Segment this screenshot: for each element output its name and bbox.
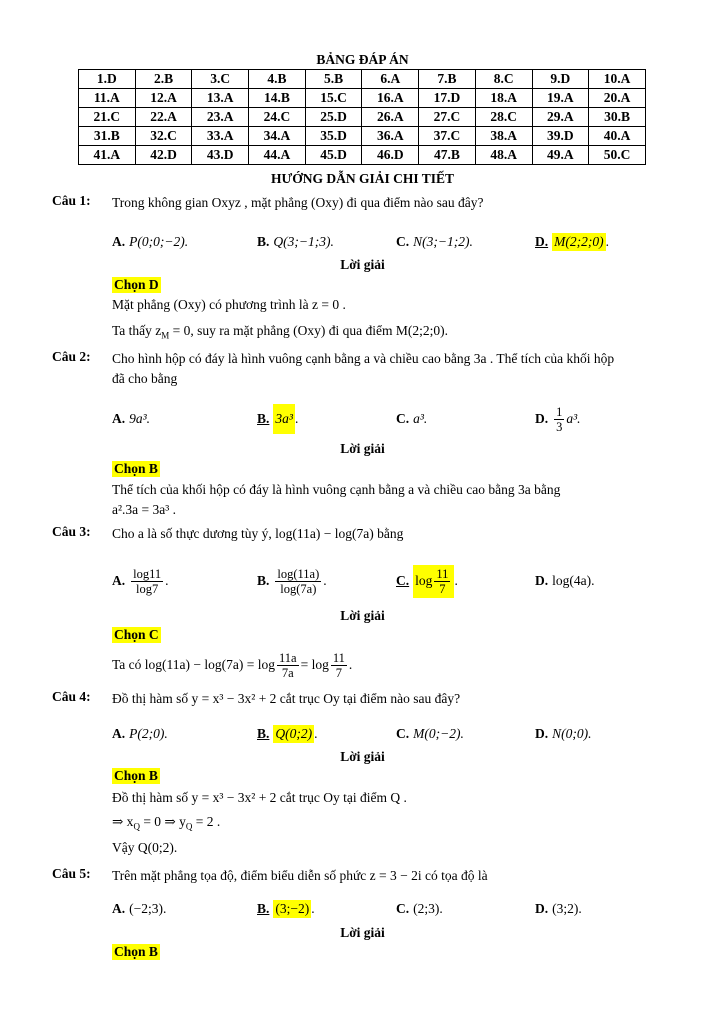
- answer-cell: 33.A: [192, 127, 249, 146]
- question-text: đã cho bằng: [112, 371, 178, 386]
- option-d: D. M(2;2;0) .: [535, 234, 609, 249]
- answer-cell: 26.A: [362, 108, 419, 127]
- solution-heading: Lời giải: [340, 925, 385, 940]
- solution-line: Ta có log(11a) − log(7a) = log $\frac{11a}{7a}$ = log $\frac{11}{7}$ .: [112, 650, 353, 680]
- answer-table-row: [79, 70, 646, 89]
- solution-line: Vậy Q(0;2).: [112, 840, 178, 855]
- option-b: B. 3a³ .: [257, 403, 298, 435]
- solution-line: Đồ thị hàm số y = x³ − 3x² + 2 cắt trục Oy tại điểm Q .: [112, 790, 407, 805]
- answer-cell: 42.D: [135, 146, 192, 165]
- chosen-answer: Chọn B: [114, 768, 158, 783]
- answer-cell: 41.A: [79, 146, 136, 165]
- correct-highlight: Q(0;2): [275, 726, 313, 741]
- options-row: [112, 226, 672, 258]
- question-text: Trong không gian Oxyz , mặt phẳng (Oxy) đi qua điểm nào sau đây?: [112, 195, 484, 210]
- answer-cell: 13.A: [192, 89, 249, 108]
- option-d: D. log(4a).: [535, 573, 595, 588]
- answer-cell: 50.C: [589, 146, 646, 165]
- answer-cell: 24.C: [249, 108, 306, 127]
- answer-table-title: BẢNG ĐÁP ÁN: [316, 52, 409, 67]
- solution-line: Ta thấy $z_M = 0$, suy ra mặt phẳng (Oxy) đi qua điểm M(2;2;0).: [112, 323, 448, 341]
- answer-cell: 25.D: [305, 108, 362, 127]
- question-text: Trên mặt phẳng tọa độ, điểm biểu diễn số phức z = 3 − 2i có tọa độ là: [112, 868, 488, 883]
- option-b: B. $\frac{\log(11a)}{\log(7a)}$ .: [257, 566, 327, 596]
- answer-cell: 43.D: [192, 146, 249, 165]
- answer-cell: 27.C: [419, 108, 476, 127]
- chosen-answer: Chọn B: [114, 461, 158, 476]
- answer-cell: 10.A: [589, 70, 646, 89]
- answer-cell: 4.B: [249, 70, 306, 89]
- answer-cell: 32.C: [135, 127, 192, 146]
- solution-heading: Lời giải: [340, 608, 385, 623]
- answer-cell: 14.B: [249, 89, 306, 108]
- answer-cell: 2.B: [135, 70, 192, 89]
- correct-highlight: (3;−2): [275, 901, 310, 916]
- question-text: Đồ thị hàm số y = x³ − 3x² + 2 cắt trục Oy tại điểm nào sau đây?: [112, 691, 461, 706]
- option-c: C. a³.: [396, 411, 428, 426]
- answer-cell: 30.B: [589, 108, 646, 127]
- guide-title: HƯỚNG DẪN GIẢI CHI TIẾT: [270, 171, 455, 186]
- option-c: C. log $\frac{11}{7}$ .: [396, 566, 458, 596]
- solution-heading: Lời giải: [340, 441, 385, 456]
- answer-table-row: [79, 108, 646, 127]
- answer-cell: 3.C: [192, 70, 249, 89]
- answer-cell: 12.A: [135, 89, 192, 108]
- correct-highlight: M(2;2;0): [554, 234, 604, 249]
- question-text: Cho a là số thực dương tùy ý, log(11a) − log(7a) bằng: [112, 526, 404, 541]
- answer-cell: 46.D: [362, 146, 419, 165]
- option-a: A. P(2;0).: [112, 726, 168, 741]
- answer-cell: 5.B: [305, 70, 362, 89]
- answer-cell: 17.D: [419, 89, 476, 108]
- answer-cell: 1.D: [79, 70, 136, 89]
- option-b: B. Q(0;2) .: [257, 726, 318, 741]
- chosen-answer: Chọn B: [114, 944, 158, 959]
- answer-cell: 28.C: [475, 108, 532, 127]
- question-label: Câu 4:: [52, 689, 91, 704]
- answer-cell: 18.A: [475, 89, 532, 108]
- answer-cell: 23.A: [192, 108, 249, 127]
- answer-cell: 6.A: [362, 70, 419, 89]
- answer-cell: 39.D: [532, 127, 589, 146]
- answer-table-row: [79, 89, 646, 108]
- answer-cell: 37.C: [419, 127, 476, 146]
- option-d: D. (3;2).: [535, 901, 582, 916]
- option-d: D. $\frac{1}{3}$ a³.: [535, 404, 581, 434]
- answer-table-row: [79, 146, 646, 165]
- answer-cell: 40.A: [589, 127, 646, 146]
- answer-cell: 47.B: [419, 146, 476, 165]
- solution-line: a².3a = 3a³ .: [112, 502, 177, 517]
- answer-cell: 31.B: [79, 127, 136, 146]
- option-a: A. (−2;3).: [112, 901, 167, 916]
- solution-line: Thể tích của khối hộp có đáy là hình vuông cạnh bằng a và chiều cao bằng 3a bằng: [112, 482, 561, 497]
- answer-cell: 9.D: [532, 70, 589, 89]
- option-d: D. N(0;0).: [535, 726, 592, 741]
- option-a: A. $\frac{\log 11}{\log 7}$ .: [112, 566, 169, 596]
- solution-heading: Lời giải: [340, 749, 385, 764]
- answer-cell: 44.A: [249, 146, 306, 165]
- answer-table: [78, 69, 646, 165]
- option-a: A. 9a³.: [112, 411, 151, 426]
- answer-cell: 19.A: [532, 89, 589, 108]
- answer-cell: 35.D: [305, 127, 362, 146]
- question-label: Câu 3:: [52, 524, 91, 539]
- option-b: B. Q(3;−1;3).: [257, 234, 334, 249]
- solution-heading: Lời giải: [340, 257, 385, 272]
- answer-cell: 20.A: [589, 89, 646, 108]
- chosen-answer: Chọn D: [114, 277, 159, 292]
- answer-cell: 45.D: [305, 146, 362, 165]
- answer-table-row: [79, 127, 646, 146]
- option-c: C. M(0;−2).: [396, 726, 464, 741]
- options-row: [112, 893, 672, 925]
- option-c: C. N(3;−1;2).: [396, 234, 473, 249]
- correct-highlight: 3a³: [273, 404, 295, 434]
- solution-line: Mặt phẳng (Oxy) có phương trình là z = 0 .: [112, 297, 346, 312]
- correct-highlight: log $\frac{11}{7}$: [413, 565, 454, 598]
- question-text: Cho hình hộp có đáy là hình vuông cạnh bằng a và chiều cao bằng 3a . Thể tích của khối hộp: [112, 351, 615, 366]
- option-c: C. (2;3).: [396, 901, 443, 916]
- answer-cell: 48.A: [475, 146, 532, 165]
- options-row: [112, 563, 672, 599]
- answer-cell: 21.C: [79, 108, 136, 127]
- question-label: Câu 5:: [52, 866, 91, 881]
- answer-cell: 7.B: [419, 70, 476, 89]
- answer-cell: 15.C: [305, 89, 362, 108]
- option-b: B. (3;−2) .: [257, 901, 315, 916]
- chosen-answer: Chọn C: [114, 627, 159, 642]
- answer-cell: 49.A: [532, 146, 589, 165]
- options-row: [112, 403, 672, 435]
- answer-cell: 11.A: [79, 89, 136, 108]
- answer-cell: 8.C: [475, 70, 532, 89]
- question-label: Câu 2:: [52, 349, 91, 364]
- answer-cell: 16.A: [362, 89, 419, 108]
- solution-line: ⇒ $x_Q = 0$ ⇒ $y_Q = 2$ .: [112, 814, 221, 832]
- answer-cell: 29.A: [532, 108, 589, 127]
- answer-cell: 34.A: [249, 127, 306, 146]
- answer-cell: 36.A: [362, 127, 419, 146]
- options-row: [112, 718, 672, 750]
- answer-cell: 38.A: [475, 127, 532, 146]
- question-label: Câu 1:: [52, 193, 91, 208]
- answer-cell: 22.A: [135, 108, 192, 127]
- option-a: A. P(0;0;−2).: [112, 234, 189, 249]
